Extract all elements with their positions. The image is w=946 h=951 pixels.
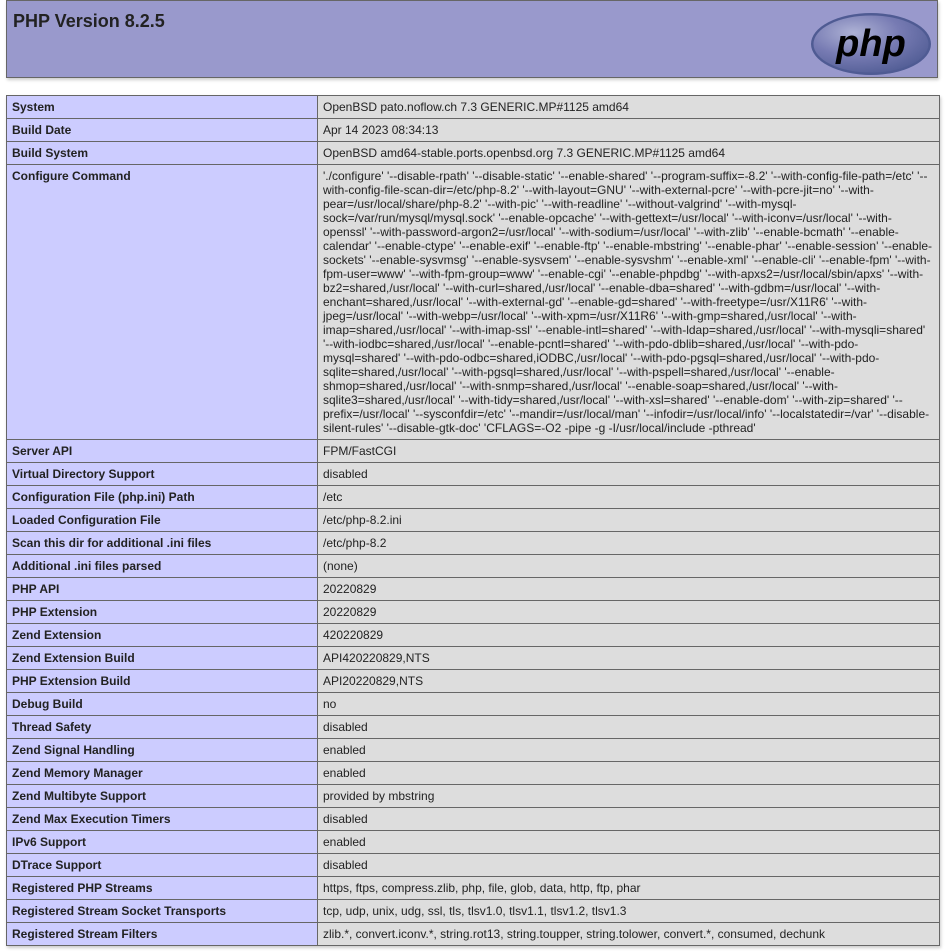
table-row — [7, 900, 940, 923]
row-label: Scan this dir for additional .ini files — [7, 532, 318, 555]
row-label: PHP Extension Build — [7, 670, 318, 693]
row-value: './configure' '--disable-rpath' '--disable-static' '--enable-shared' '--program-suffix=-8.2' '--with-config-file-path=/etc' '--with-config-file-scan-dir=/etc/php-8.2' '--with-layout=GNU' '--with-external-pcre' '--with-pcre-jit=no' '--with-pear=/usr/local/share/php-8.2' '--with-pic' '--with-readline' '--without-valgrind' '--with-mysql-sock=/var/run/mysql/mysql.sock' '--enable-opcache' '--with-gettext=/usr/local' '--with-iconv=/usr/local' '--with-openssl' '--with-password-argon2=/usr/local' '--with-sodium=/usr/local' '--with-zlib' '--enable-bcmath' '--enable-calendar' '--enable-ctype' '--enable-exif' '--enable-ftp' '--enable-mbstring' '--enable-phar' '--enable-session' '--enable-sockets' '--enable-sysvmsg' '--enable-sysvsem' '--enable-sysvshm' '--enable-xml' '--enable-cli' '--enable-fpm' '--with-fpm-user=www' '--with-fpm-group=www' '--enable-cgi' '--enable-phpdbg' '--with-apxs2=/usr/local/sbin/apxs' '--with-bz2=shared,/usr/local' '--with-curl=shared,/usr/local' '--enable-dba=shared' '--with-gdbm=/usr/local' '--with-enchant=shared,/usr/local' '--with-external-gd' '--enable-gd=shared' '--with-freetype=/usr/X11R6' '--with-jpeg=/usr/local' '--with-webp=/usr/local' '--with-xpm=/usr/X11R6' '--with-gmp=shared,/usr/local' '--with-imap=shared,/usr/local' '--with-imap-ssl' '--enable-intl=shared' '--with-ldap=shared,/usr/local' '--with-mysqli=shared' '--with-iodbc=shared,/usr/local' '--enable-pcntl=shared' '--with-pdo-dblib=shared,/usr/local' '--with-pdo-mysql=shared' '--with-pdo-odbc=shared,iODBC,/usr/local' '--with-pdo-pgsql=shared,/usr/local' '--with-pdo-sqlite=shared,/usr/local' '--with-pgsql=shared,/usr/local' '--with-pspell=shared,/usr/local' '--enable-shmop=shared,/usr/local' '--with-snmp=shared,/usr/local' '--enable-soap=shared,/usr/local' '--with-sqlite3=shared,/usr/local' '--with-tidy=shared,/usr/local' '--with-xsl=shared' '--enable-dom' '--with-zip=shared' '--prefix=/usr/local' '--sysconfdir=/etc' '--mandir=/usr/local/man' '--infodir=/usr/local/info' '--localstatedir=/var' '--disable-silent-rules' '--disable-gtk-doc' 'CFLAGS=-O2 -pipe -g -I/usr/local/include -pthread' — [318, 165, 940, 440]
table-row — [7, 440, 940, 463]
row-label: Debug Build — [7, 693, 318, 716]
row-value: /etc/php-8.2 — [318, 532, 940, 555]
row-value: OpenBSD pato.noflow.ch 7.3 GENERIC.MP#1125 amd64 — [318, 96, 940, 119]
table-row — [7, 785, 940, 808]
php-info-table — [6, 95, 940, 946]
row-value: API420220829,NTS — [318, 647, 940, 670]
table-row — [7, 96, 940, 119]
row-label: Loaded Configuration File — [7, 509, 318, 532]
php-logo-text: php — [836, 23, 906, 65]
row-value: disabled — [318, 716, 940, 739]
row-value: https, ftps, compress.zlib, php, file, glob, data, http, ftp, phar — [318, 877, 940, 900]
table-row — [7, 877, 940, 900]
row-label: Configuration File (php.ini) Path — [7, 486, 318, 509]
row-label: Zend Extension — [7, 624, 318, 647]
php-logo-icon[interactable] — [809, 11, 933, 77]
row-label: Zend Max Execution Timers — [7, 808, 318, 831]
row-value: FPM/FastCGI — [318, 440, 940, 463]
row-value: enabled — [318, 831, 940, 854]
row-value: OpenBSD amd64-stable.ports.openbsd.org 7.3 GENERIC.MP#1125 amd64 — [318, 142, 940, 165]
table-row — [7, 739, 940, 762]
row-value: disabled — [318, 854, 940, 877]
row-label: Configure Command — [7, 165, 318, 440]
row-value: zlib.*, convert.iconv.*, string.rot13, string.toupper, string.tolower, convert.*, consumed, dechunk — [318, 923, 940, 946]
row-label: Zend Extension Build — [7, 647, 318, 670]
table-row — [7, 532, 940, 555]
row-label: Zend Signal Handling — [7, 739, 318, 762]
row-value: API20220829,NTS — [318, 670, 940, 693]
table-row — [7, 624, 940, 647]
row-value: 20220829 — [318, 601, 940, 624]
row-value: enabled — [318, 762, 940, 785]
row-label: Registered Stream Filters — [7, 923, 318, 946]
table-row — [7, 601, 940, 624]
table-row — [7, 119, 940, 142]
row-label: PHP Extension — [7, 601, 318, 624]
table-row — [7, 578, 940, 601]
row-value: no — [318, 693, 940, 716]
row-value: 420220829 — [318, 624, 940, 647]
table-row — [7, 854, 940, 877]
table-row — [7, 808, 940, 831]
row-label: Zend Multibyte Support — [7, 785, 318, 808]
row-value: /etc — [318, 486, 940, 509]
row-label: Additional .ini files parsed — [7, 555, 318, 578]
row-label: Build Date — [7, 119, 318, 142]
row-label: Registered Stream Socket Transports — [7, 900, 318, 923]
row-value: disabled — [318, 808, 940, 831]
row-value: 20220829 — [318, 578, 940, 601]
row-value: (none) — [318, 555, 940, 578]
row-label: Zend Memory Manager — [7, 762, 318, 785]
php-version-header — [6, 0, 938, 78]
row-value: /etc/php-8.2.ini — [318, 509, 940, 532]
row-label: Virtual Directory Support — [7, 463, 318, 486]
row-label: Thread Safety — [7, 716, 318, 739]
table-row — [7, 463, 940, 486]
row-label: Registered PHP Streams — [7, 877, 318, 900]
row-label: PHP API — [7, 578, 318, 601]
table-row — [7, 716, 940, 739]
page-title: PHP Version 8.2.5 — [13, 11, 165, 31]
table-row — [7, 165, 940, 440]
row-label: Server API — [7, 440, 318, 463]
row-label: Build System — [7, 142, 318, 165]
row-value: enabled — [318, 739, 940, 762]
table-row — [7, 762, 940, 785]
table-row — [7, 923, 940, 946]
row-value: disabled — [318, 463, 940, 486]
row-label: System — [7, 96, 318, 119]
row-value: provided by mbstring — [318, 785, 940, 808]
table-row — [7, 831, 940, 854]
table-row — [7, 509, 940, 532]
table-row — [7, 142, 940, 165]
table-row — [7, 693, 940, 716]
row-value: Apr 14 2023 08:34:13 — [318, 119, 940, 142]
table-row — [7, 647, 940, 670]
table-row — [7, 555, 940, 578]
row-value: tcp, udp, unix, udg, ssl, tls, tlsv1.0, tlsv1.1, tlsv1.2, tlsv1.3 — [318, 900, 940, 923]
table-row — [7, 670, 940, 693]
row-label: IPv6 Support — [7, 831, 318, 854]
row-label: DTrace Support — [7, 854, 318, 877]
table-row — [7, 486, 940, 509]
